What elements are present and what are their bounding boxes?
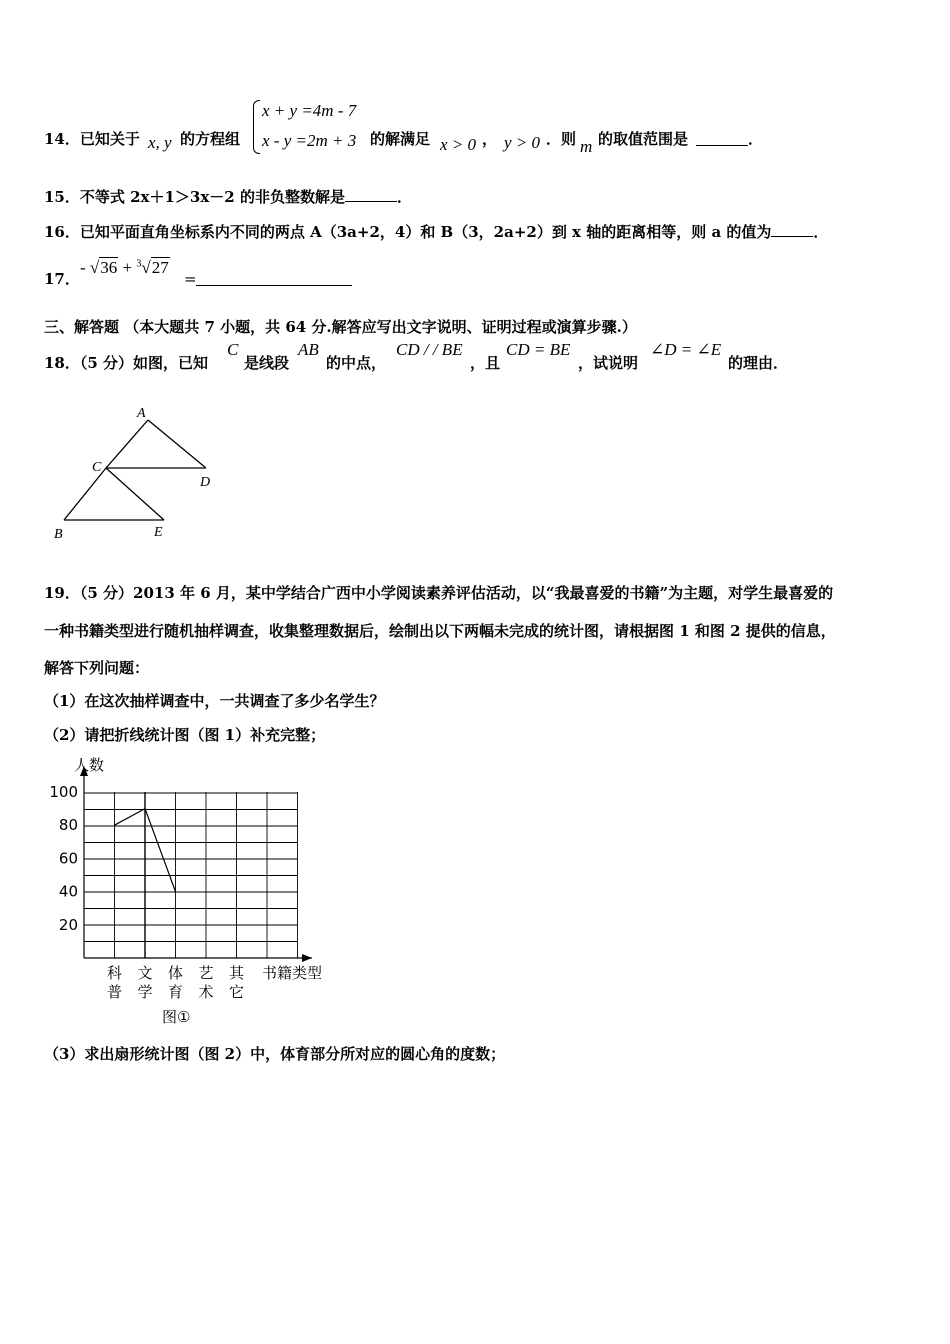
q18-text-d: ，且 xyxy=(470,354,501,372)
q19-line-1: 19．（5 分）2013 年 6 月，某中学结合广西中小学阅读素养评估活动，以“我最喜爱的书籍”为主题，对学生最喜爱的 xyxy=(44,584,834,602)
q16-end: ． xyxy=(813,223,829,241)
label-c: C xyxy=(92,460,102,475)
q14-text-c: 的解满足 xyxy=(370,130,431,148)
q14-text-d: ．则 xyxy=(546,130,577,148)
y-axis-label: 人数 xyxy=(74,756,105,774)
q17-cbrt-arg: 27 xyxy=(151,258,169,277)
x-axis-arrow-icon xyxy=(302,954,312,962)
q14-system-brace xyxy=(253,100,260,154)
sqrt-radical-icon: √ xyxy=(89,258,100,277)
q14-text-e: 的取值范围是 xyxy=(598,130,689,148)
y-tick-label: 80 xyxy=(58,816,78,835)
label-b: B xyxy=(54,527,63,542)
q18-parallel: CD / / BE xyxy=(396,340,463,359)
x-tick-label-top: 科 xyxy=(106,964,123,982)
q16-answer-blank xyxy=(771,222,813,237)
q18-text-c: 的中点， xyxy=(326,354,387,372)
q19-line-2: 一种书籍类型进行随机抽样调查，收集整理数据后，绘制出以下两幅未完成的统计图，请根据图 1 和图 2 提供的信息， xyxy=(44,622,836,640)
q15-text xyxy=(44,186,412,207)
q18-text-a: 18．（5 分）如图，已知 xyxy=(44,354,209,372)
q17-sqrt-arg: 36 xyxy=(100,258,118,277)
q18-angles: ∠D = ∠E xyxy=(650,340,722,359)
q17-number: 17． xyxy=(44,270,80,288)
segment-ac xyxy=(106,420,148,468)
y-tick-label: 60 xyxy=(58,849,78,868)
q19-sub-1: （1）在这次抽样调查中，一共调查了多少名学生？ xyxy=(44,692,385,710)
q19-sub-3: （3）求出扇形统计图（图 2）中，体育部分所对应的圆心角的度数； xyxy=(44,1045,506,1063)
q17-plus: + xyxy=(122,258,133,277)
q17-minus: - xyxy=(80,258,86,277)
y-tick-label: 20 xyxy=(58,915,78,934)
q15-stem: 15．不等式 2x＋1＞3x－2 的非负整数解是 xyxy=(44,188,345,206)
q15-answer-blank xyxy=(345,187,397,202)
label-d: D xyxy=(200,475,211,490)
q14-equation-2: x - y =2m + 3 xyxy=(262,131,357,150)
cbrt-radical-icon: √ xyxy=(141,258,151,277)
q15-end: ． xyxy=(396,188,412,206)
q18-text-b: 是线段 xyxy=(244,354,290,372)
q18-var-c: C xyxy=(227,340,239,359)
q14-condition-y: y > 0 xyxy=(504,133,541,152)
q17-answer-blank xyxy=(196,271,352,286)
segment-ce xyxy=(106,468,164,520)
line-chart-figure-1 xyxy=(40,752,340,1032)
q14-condition-x: x > 0 xyxy=(440,135,477,154)
segment-ad xyxy=(148,420,206,468)
q17-expression xyxy=(80,258,170,278)
x-tick-label-bottom: 术 xyxy=(198,983,214,1001)
x-tick-label-top: 体 xyxy=(167,964,184,982)
q14-answer-blank xyxy=(696,131,748,146)
label-a: A xyxy=(137,406,146,421)
q14-vars: x, y xyxy=(148,133,172,152)
q14-var-m: m xyxy=(580,137,593,156)
q14-label: 14．已知关于 xyxy=(44,130,140,148)
q18-triangle-figure xyxy=(40,400,230,548)
x-tick-label-top: 其 xyxy=(228,964,245,982)
q14-text-b: 的方程组 xyxy=(180,130,241,148)
y-tick-labels xyxy=(49,783,78,934)
q16-text xyxy=(44,221,828,242)
x-tick-labels xyxy=(107,964,245,1001)
q18-segment-ab: AB xyxy=(298,340,319,359)
label-e: E xyxy=(154,525,163,540)
q14-equation-1: x + y =4m - 7 xyxy=(262,101,357,120)
x-tick-label-bottom: 学 xyxy=(137,983,153,1001)
q14-separator: ， xyxy=(482,130,498,148)
q17-equals: = xyxy=(184,270,197,288)
x-axis-label: 书籍类型 xyxy=(262,964,323,982)
q14-end: ． xyxy=(748,130,764,148)
q18-text-f: 的理由． xyxy=(728,354,789,372)
y-tick-label: 40 xyxy=(58,882,78,901)
x-tick-label-bottom: 它 xyxy=(228,983,245,1001)
series-segment xyxy=(145,809,176,892)
chart-caption: 图① xyxy=(162,1008,191,1026)
q19-line-3: 解答下列问题： xyxy=(44,659,150,677)
x-tick-label-top: 文 xyxy=(137,964,153,982)
q16-stem: 16．已知平面直角坐标系内不同的两点 A（3a+2，4）和 B（3，2a+2）到 x 轴的距离相等，则 a 的值为 xyxy=(44,223,772,241)
chart-grid xyxy=(84,792,298,958)
segment-cb xyxy=(64,468,106,520)
y-tick-label: 100 xyxy=(49,783,78,801)
x-tick-label-bottom: 育 xyxy=(167,983,184,1001)
q18-text-e: ，试说明 xyxy=(578,354,639,372)
section-3-heading: 三、解答题 （本大题共 7 小题，共 64 分.解答应写出文字说明、证明过程或演算步骤.） xyxy=(44,318,637,336)
q18-equal: CD = BE xyxy=(506,340,571,359)
q19-sub-2: （2）请把折线统计图（图 1）补充完整； xyxy=(44,726,326,744)
x-tick-label-top: 艺 xyxy=(198,964,214,982)
series-segment xyxy=(115,809,146,826)
x-tick-label-bottom: 普 xyxy=(106,983,123,1001)
q17-cbrt-index: 3 xyxy=(136,258,142,270)
